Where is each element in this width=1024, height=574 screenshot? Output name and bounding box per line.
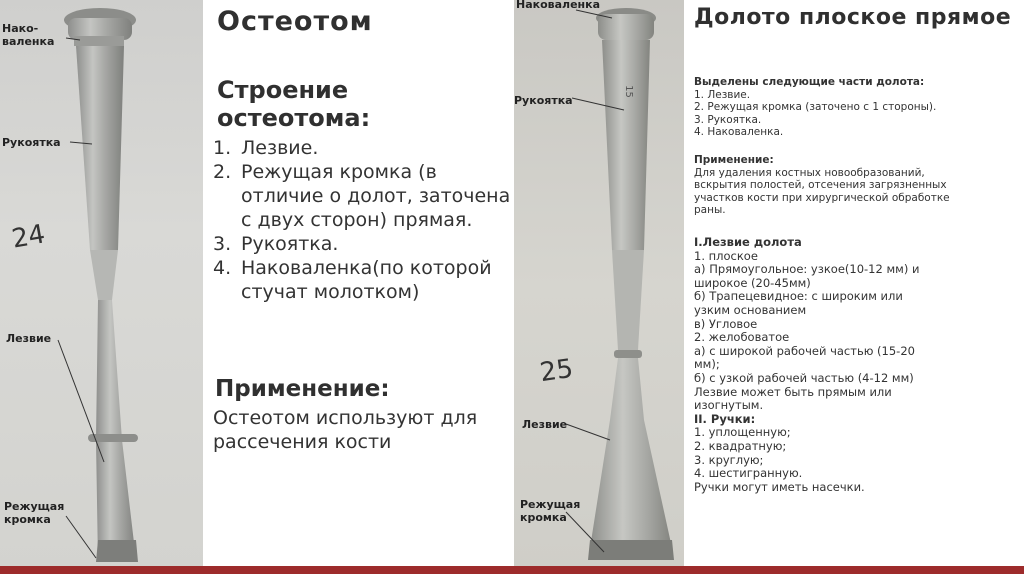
label-cutting-edge: Режущая кромка (520, 498, 581, 524)
accent-strip (0, 566, 1024, 574)
text-line: 1. уплощенную; (694, 425, 791, 440)
handle-shape (602, 40, 650, 250)
text-line: Лезвие может быть прямым или (694, 384, 892, 399)
label-handle: Рукоятка (2, 136, 61, 149)
label-anvil: Нако- валенка (2, 22, 55, 48)
handles-heading: II. Ручки: (694, 411, 756, 426)
usage-section (694, 154, 1019, 217)
chisel-illustration (514, 0, 684, 574)
text-line: в) Угловое (694, 316, 758, 331)
text-line: участков кости при хирургической обработке (694, 191, 950, 204)
list-item: 4. Наковаленка(по которой стучат молотком) (213, 257, 492, 303)
text-line: 4. шестигранную. (694, 466, 803, 481)
osteotome-photo (0, 0, 203, 574)
text-line: Для удаления костных новообразований, (694, 166, 925, 179)
engraved-stamp: 15 (622, 85, 634, 98)
text-line: б) Трапецевидное: с широким или (694, 289, 903, 304)
text-line: 2. квадратную; (694, 438, 787, 453)
blade-heading: I.Лезвие долота (694, 235, 802, 249)
osteotome-text-panel (203, 0, 514, 574)
text-line: 1. плоское (694, 248, 758, 263)
text-line: Ручки могут иметь насечки. (694, 479, 865, 494)
blade-section (694, 236, 1019, 494)
text-line: мм); (694, 357, 720, 372)
list-item: 2. Режущая кромка (в отличие о долот, заточена с двух сторон) прямая. (213, 161, 511, 231)
label-cutting-edge: Режущая кромка (4, 500, 65, 526)
label-handle: Рукоятка (514, 94, 573, 107)
usage-heading: Применение: (215, 376, 390, 402)
text-line: вскрытия полостей, отсечения загрязненных (694, 179, 947, 191)
label-anvil: Наковаленка (516, 0, 601, 11)
list-item: 3. Рукоятка. (213, 233, 339, 255)
blade-shape (590, 358, 672, 548)
list-item: 3. Рукоятка. (694, 113, 762, 126)
structure-heading: Строение остеотома: (217, 76, 371, 132)
list-item: 1. Лезвие. (694, 88, 751, 101)
list-item: 1. Лезвие. (213, 137, 319, 159)
text-line: узким основанием (694, 302, 807, 317)
text-line: а) Прямоугольное: узкое(10-12 мм) и (694, 262, 920, 277)
text-line: изогнутым. (694, 398, 764, 413)
chisel-photo (514, 0, 684, 574)
text-line: раны. (694, 204, 726, 216)
list-item: 2. Режущая кромка (заточено с 1 стороны). (694, 101, 937, 113)
parts-heading: Выделены следующие части долота: (694, 76, 925, 88)
usage-text: Остеотом используют для рассечения кости (213, 407, 478, 453)
text-line: широкое (20-45мм) (694, 275, 811, 290)
list-item: 4. Наковаленка. (694, 126, 784, 138)
label-blade: Лезвие (6, 332, 52, 345)
page-title: Долото плоское прямое (694, 5, 1012, 30)
tag-number: 24 (9, 219, 48, 255)
usage-heading: Применение: (694, 154, 774, 166)
blade-shape (96, 300, 136, 562)
handle-shape (76, 46, 124, 250)
parts-section (694, 76, 1019, 139)
text-line: а) с широкой рабочей частью (15-20 (694, 343, 915, 358)
structure-list (213, 136, 513, 304)
text-line: б) с узкой рабочей частью (4-12 мм) (694, 370, 914, 385)
text-line: 3. круглую; (694, 452, 764, 467)
label-blade: Лезвие (522, 418, 568, 431)
osteotome-illustration (0, 0, 203, 574)
tag-number: 25 (538, 353, 576, 389)
chisel-text-panel (684, 0, 1024, 574)
text-line: 2. желобоватое (694, 330, 790, 345)
page-title: Остеотом (217, 6, 373, 37)
